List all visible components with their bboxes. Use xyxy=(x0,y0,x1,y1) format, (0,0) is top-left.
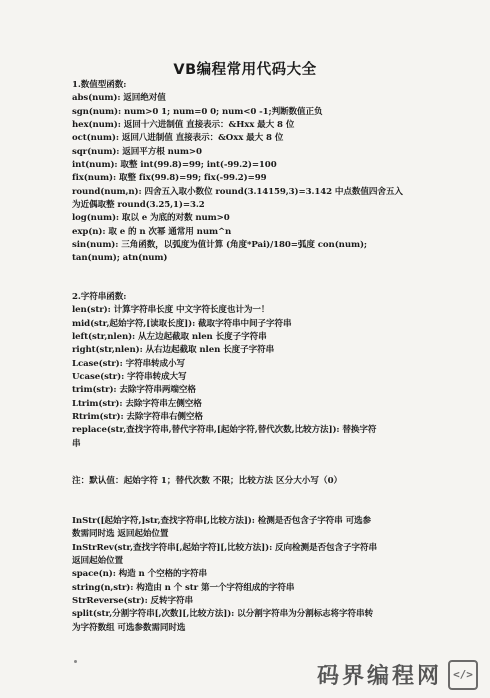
text-line: trim(str): 去除字符串两端空格 xyxy=(72,385,196,396)
section-numeric-functions xyxy=(72,79,432,266)
code-brackets-icon: </> xyxy=(448,660,478,690)
text-line: tan(num); atn(num) xyxy=(72,253,168,264)
text-line: InStr([起始字符,]str,查找字符串[,比较方法]): 检测是否包含子字符串 可选参 xyxy=(72,516,372,526)
text-line: Ltrim(str): 去除字符串左侧空格 xyxy=(72,398,202,409)
text-line: round(num,n): 四舍五入取小数位 round(3.14159,3)=3.142 中点数值四舍五入 xyxy=(72,186,403,197)
text-line: 数需同时选 返回起始位置 xyxy=(72,529,169,540)
text-line: string(n,str): 构造由 n 个 str 第一个字符组成的字符串 xyxy=(72,582,295,593)
note-text: 注：默认值：起始字符 1；替代次数 不限；比较方法 区分大小写（0） xyxy=(72,476,343,486)
text-line: 返回起始位置 xyxy=(72,556,123,567)
text-line: len(str): 计算字符串长度 中文字符长度也计为一！ xyxy=(72,305,270,316)
text-line: 串 xyxy=(72,438,81,449)
text-line: sin(num): 三角函数，以弧度为值计算 (角度*Pai)/180=弧度 con(num); xyxy=(72,240,367,251)
text-line: mid(str,起始字符,[读取长度]): 截取字符串中间子字符串 xyxy=(72,318,292,329)
section-heading: 2.字符串函数: xyxy=(72,292,127,302)
text-line: Ucase(str): 字符串转成大写 xyxy=(72,372,187,383)
text-line: Lcase(str): 字符串转成小写 xyxy=(72,358,186,369)
text-line: sgn(num): num>0 1; num=0 0; num<0 -1;判断数值正负 xyxy=(72,106,323,117)
text-line: right(str,nlen): 从右边起截取 nlen 长度子字符串 xyxy=(72,345,275,356)
text-line: split(str,分割字符串[,次数][,比较方法]): 以分割字符串为分割标志将字符串转 xyxy=(72,609,374,620)
section-heading: 1.数值型函数: xyxy=(72,80,127,90)
text-line: 为字符数组 可选参数需同时选 xyxy=(72,622,186,633)
text-line: fix(num): 取整 fix(99.8)=99; fix(-99.2)=99 xyxy=(72,173,267,184)
page-title: VB编程常用代码大全 xyxy=(173,62,317,78)
text-line: replace(str,查找字符串,替代字符串,[起始字符,替代次数,比较方法]): 替换字符 xyxy=(72,425,377,436)
text-line: int(num): 取整 int(99.8)=99; int(-99.2)=100 xyxy=(72,160,277,171)
section-string-search-functions xyxy=(72,515,432,635)
text-line: oct(num): 返回八进制值 直接表示：&Oxx 最大 8 位 xyxy=(72,133,284,144)
site-watermark xyxy=(317,659,478,690)
section-string-functions xyxy=(72,291,432,451)
text-line: Rtrim(str): 去除字符串右侧空格 xyxy=(72,412,203,423)
watermark-text: 码界编程网 xyxy=(316,664,442,689)
text-line: exp(n): 取 e 的 n 次幂 通常用 num^n xyxy=(72,226,232,237)
text-line: abs(num): 返回绝对值 xyxy=(72,93,166,104)
text-line: space(n): 构造 n 个空格的字符串 xyxy=(72,569,208,580)
text-line: left(str,nlen): 从左边起截取 nlen 长度子字符串 xyxy=(72,332,267,343)
scan-speck xyxy=(74,660,77,663)
text-line: StrReverse(str): 反转字符串 xyxy=(72,596,194,607)
text-line: 为近偶取整 round(3.25,1)=3.2 xyxy=(72,200,205,211)
note-block xyxy=(72,475,432,488)
text-line: log(num): 取以 e 为底的对数 num>0 xyxy=(72,213,230,224)
text-line: sqr(num): 返回平方根 num>0 xyxy=(72,146,202,157)
text-line: InStrRev(str,查找字符串[,起始字符][,比较方法]): 反向检测是否包含子字符串 xyxy=(72,542,377,553)
text-line: hex(num): 返回十六进制值 直接表示：&Hxx 最大 8 位 xyxy=(72,120,295,131)
